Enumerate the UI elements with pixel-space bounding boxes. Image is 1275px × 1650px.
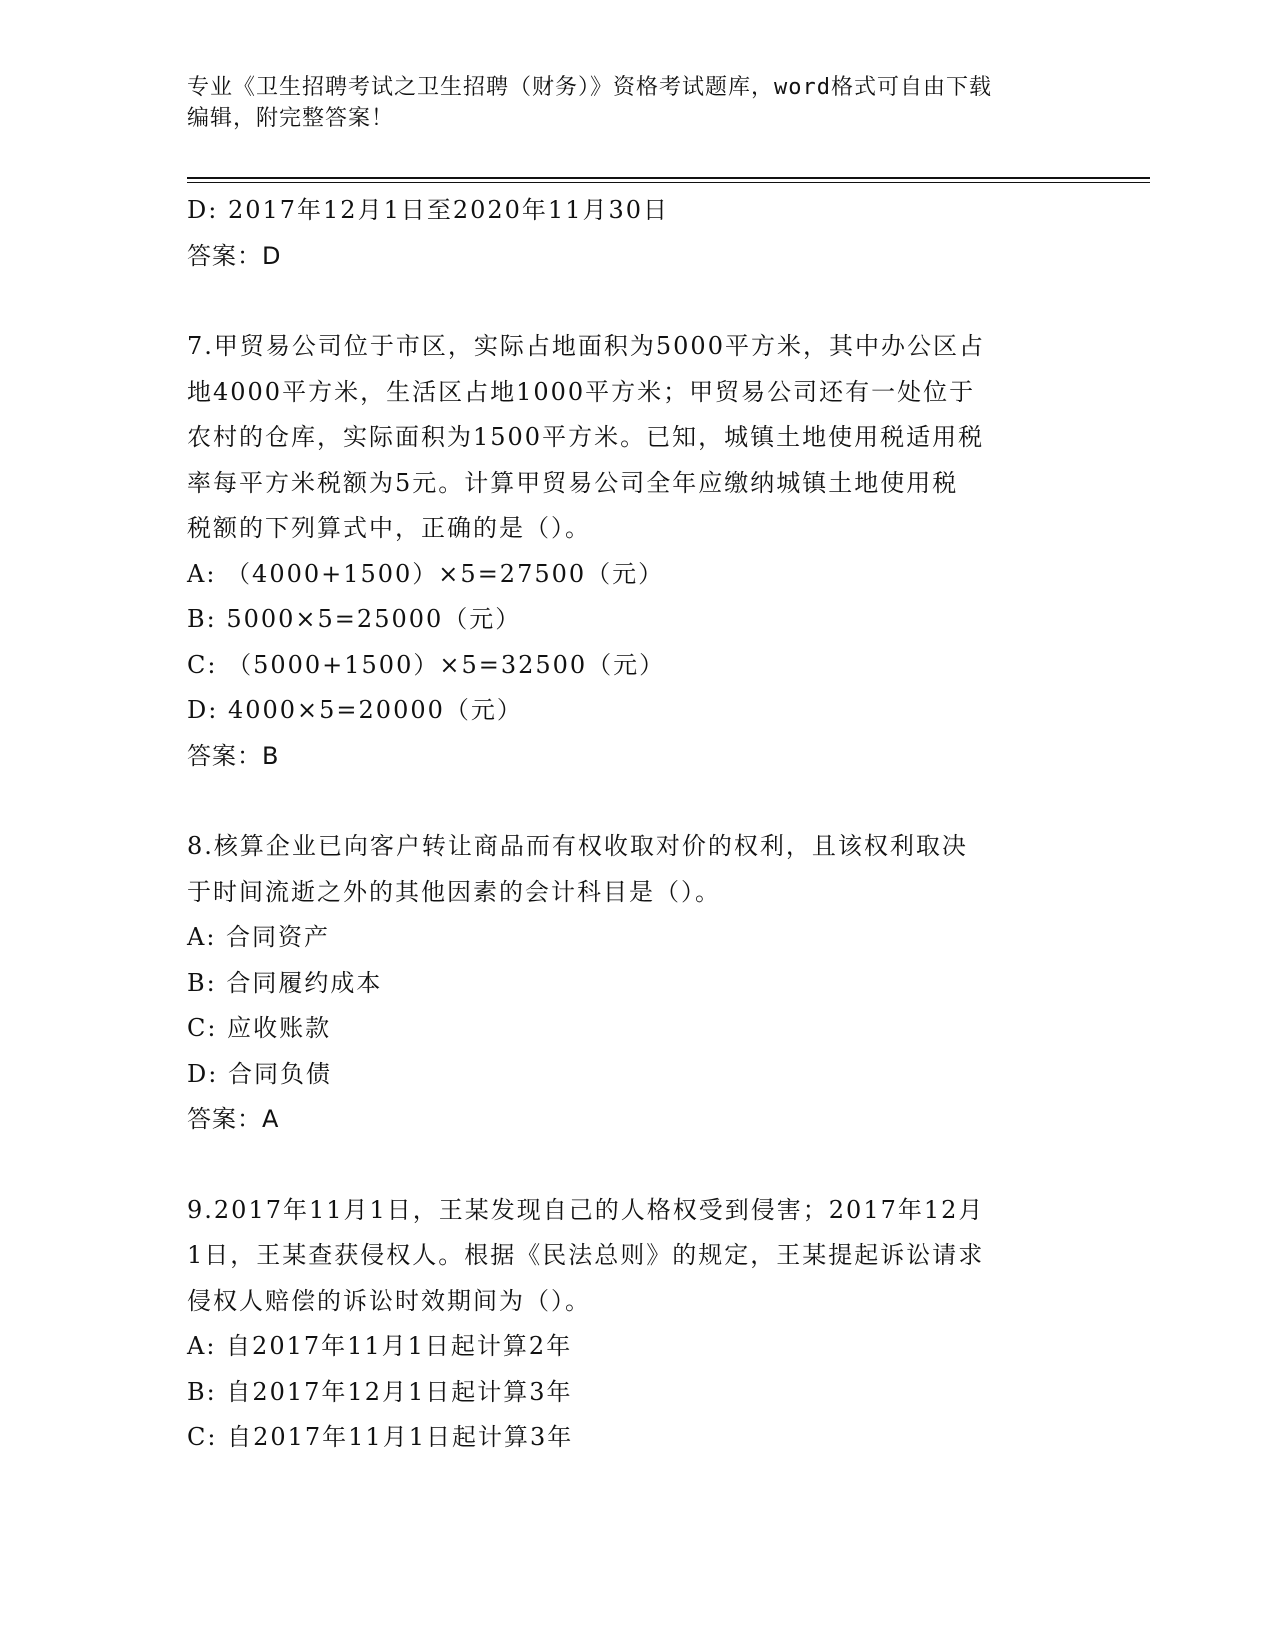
option-c: C: 自2017年11月1日起计算3年 — [187, 1423, 574, 1451]
header-line-1: 专业《卫生招聘考试之卫生招聘（财务）》资格考试题库，word格式可自由下载 — [187, 75, 992, 100]
option-d: D: 2017年12月1日至2020年11月30日 — [187, 196, 669, 224]
option-a: A: 自2017年11月1日起计算2年 — [187, 1332, 573, 1360]
question-stem-line: 8.核算企业已向客户转让商品而有权收取对价的权利，且该权利取决 — [187, 832, 968, 860]
option-c: C: 应收账款 — [187, 1014, 332, 1042]
question-stem-line: 1日，王某查获侵权人。根据《民法总则》的规定，王某提起诉讼请求 — [187, 1241, 985, 1269]
question-stem-line: 侵权人赔偿的诉讼时效期间为（）。 — [187, 1286, 591, 1315]
question-8 — [187, 824, 1087, 1143]
answer-line: 答案：A — [187, 1105, 280, 1133]
question-stem-line: 税额的下列算式中，正确的是（）。 — [187, 514, 591, 542]
option-a: A: 合同资产 — [187, 923, 331, 951]
header-divider-thick — [187, 177, 1150, 179]
answer-line: 答案：B — [187, 741, 280, 770]
document-body — [187, 188, 1087, 1461]
option-b: B: 自2017年12月1日起计算3年 — [187, 1377, 573, 1406]
spacer — [187, 779, 1087, 824]
header-divider-thin — [187, 182, 1150, 183]
spacer — [187, 1143, 1087, 1188]
question-stem-line: 农村的仓库，实际面积为1500平方米。已知，城镇土地使用税适用税 — [187, 423, 985, 451]
option-a: A: （4000+1500）×5=27500（元） — [187, 559, 665, 588]
previous-question-tail — [187, 188, 1087, 279]
question-7 — [187, 324, 1087, 779]
question-stem-line: 7.甲贸易公司位于市区，实际占地面积为5000平方米，其中办公区占 — [187, 332, 985, 360]
option-d: D: 4000×5=20000（元） — [187, 696, 523, 724]
question-stem-line: 于时间流逝之外的其他因素的会计科目是（）。 — [187, 877, 721, 906]
option-d: D: 合同负债 — [187, 1059, 332, 1088]
answer-line: 答案：D — [187, 241, 282, 270]
question-stem-line: 率每平方米税额为5元。计算甲贸易公司全年应缴纳城镇土地使用税 — [187, 468, 959, 497]
header-line-2: 编辑，附完整答案！ — [187, 106, 395, 131]
option-b: B: 合同履约成本 — [187, 968, 383, 997]
spacer — [187, 279, 1087, 324]
question-stem-line: 9.2017年11月1日，王某发现自己的人格权受到侵害；2017年12月 — [187, 1195, 985, 1224]
question-stem-line: 地4000平方米，生活区占地1000平方米；甲贸易公司还有一处位于 — [187, 377, 976, 406]
option-b: B: 5000×5=25000（元） — [187, 605, 522, 633]
document-header — [187, 72, 1067, 134]
option-c: C: （5000+1500）×5=32500（元） — [187, 650, 666, 679]
question-9 — [187, 1188, 1087, 1461]
